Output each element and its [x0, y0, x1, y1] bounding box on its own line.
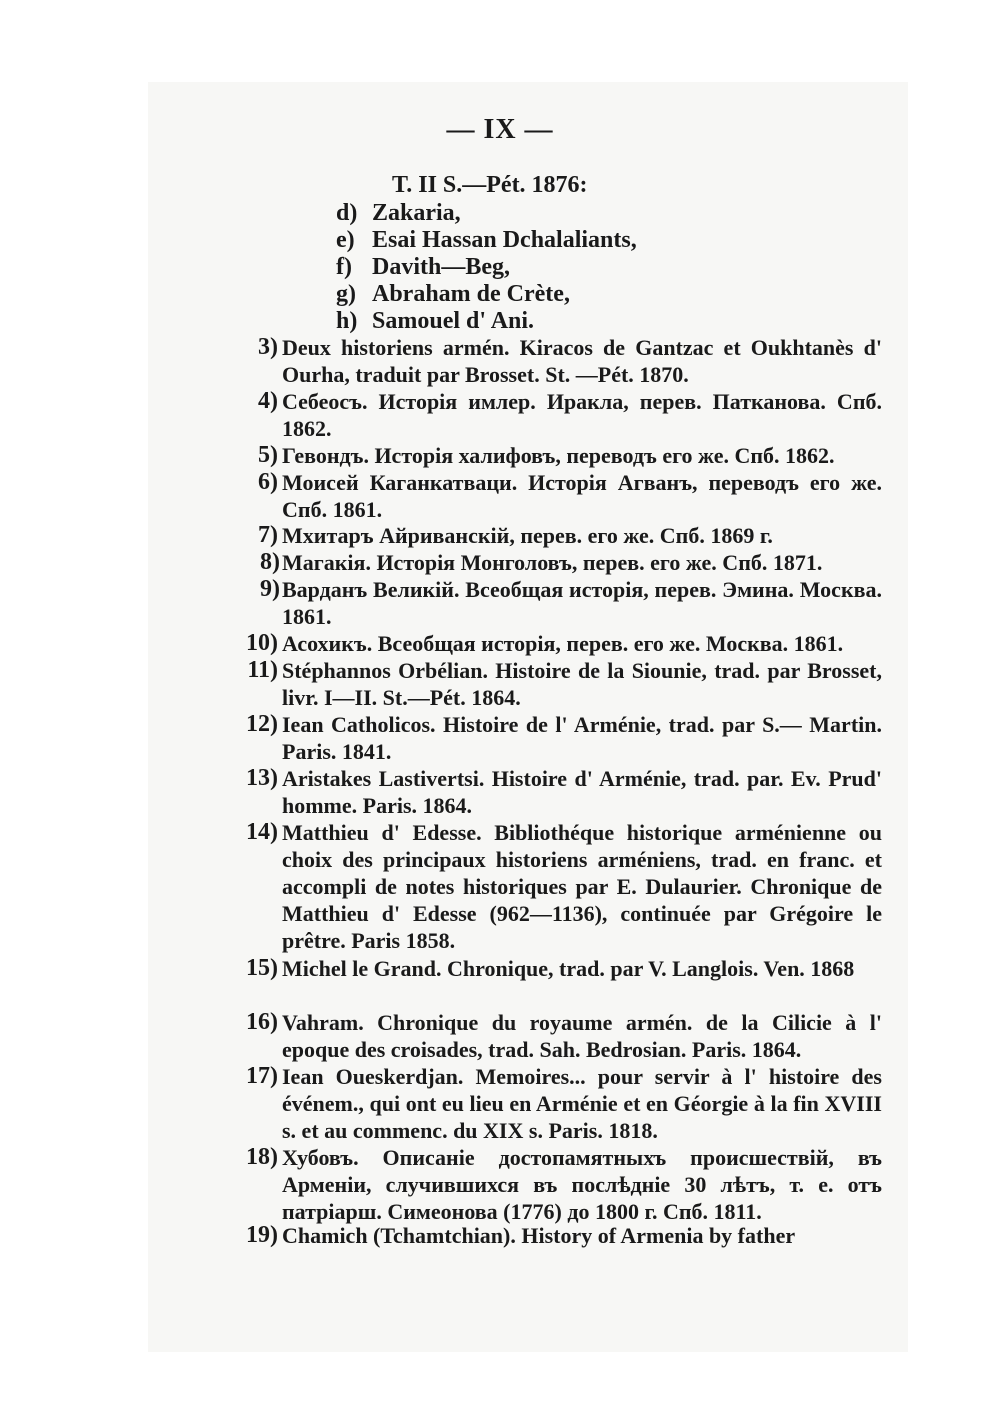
entry-number: 12) — [246, 711, 278, 737]
entry-number: 15) — [246, 955, 278, 981]
sub-item-marker: h) — [336, 308, 358, 334]
entry-text: Matthieu d' Edesse. Bibliothéque historique arménienne ou choix des principaux historiens arméniens, trad. en franc. et accompli de notes historiques par E. Dulaurier. Chronique de Matthieu d' Edesse (962—1136), continuée par Grégoire le prêtre. Paris 1858. — [282, 820, 882, 953]
entry-number: 7) — [258, 522, 278, 548]
entry-number: 9) — [260, 576, 280, 602]
entry-text: Магакія. Исторія Монголовъ, перев. его же. Спб. 1871. — [282, 550, 823, 575]
entry-text: Stéphannos Orbélian. Histoire de la Siounie, trad. par Brosset, livr. I—II. St.—Pét. 1864. — [282, 658, 882, 710]
entry-text: Michel le Grand. Chronique, trad. par V. Langlois. Ven. 1868 — [282, 956, 855, 981]
entry-text: Варданъ Великій. Всеобщая исторія, перев. Эмина. Москва. 1861. — [282, 577, 882, 629]
entry-number: 18) — [246, 1144, 278, 1170]
sub-item-text: Zakaria, — [372, 200, 461, 226]
entry-number: 3) — [258, 334, 278, 360]
sub-item-text: Esai Hassan Dchalaliants, — [372, 227, 637, 253]
entry-number: 14) — [246, 819, 278, 845]
entry-number: 10) — [246, 630, 278, 656]
sub-item-marker: g) — [336, 281, 356, 307]
entry-text: Гевондъ. Исторія халифовъ, переводъ его же. Спб. 1862. — [282, 443, 835, 468]
entry-number: 19) — [246, 1222, 278, 1248]
sub-item-marker: d) — [336, 200, 358, 226]
entry-number: 17) — [246, 1063, 278, 1089]
entry-number: 4) — [258, 388, 278, 414]
volume-subtitle: T. II S.—Pét. 1876: — [392, 172, 588, 198]
entry-text: Моисей Каганкатваци. Исторія Агванъ, переводъ его же. Спб. 1861. — [282, 470, 882, 522]
sub-item-text: Samouel d' Ani. — [372, 308, 535, 334]
entry-number: 13) — [246, 765, 278, 791]
entry-text: Хубовъ. Описаніе достопамятныхъ происшествій, въ Арменіи, случившихся въ послѣдніе 30 лѣтъ, т. е. отъ патріарш. Симеонова (1776) до 1800 г. Спб. 1811. — [282, 1145, 882, 1224]
entry-text: Chamich (Tchamtchian). History of Armenia by father — [282, 1223, 796, 1248]
entry-text: Vahram. Chronique du royaume armén. de la Cilicie à l' epoque des croisades, trad. Sah. Bedrosian. Paris. 1864. — [282, 1010, 882, 1062]
entry-number: 11) — [247, 657, 278, 683]
entry-text: Deux historiens armén. Kiracos de Gantzac et Oukhtanès d' Ourha, traduit par Brosset. St. —Pét. 1870. — [282, 335, 882, 387]
entry-text: Aristakes Lastivertsi. Histoire d' Arménie, trad. par. Ev. Prud' homme. Paris. 1864. — [282, 766, 882, 818]
sub-item-marker: e) — [336, 227, 355, 253]
entry-number: 5) — [258, 442, 278, 468]
entry-text: Iean Catholicos. Histoire de l' Arménie, trad. par S.— Martin. Paris. 1841. — [282, 712, 882, 764]
entry-number: 16) — [246, 1009, 278, 1035]
sub-item-text: Abraham de Crète, — [372, 281, 570, 307]
page-number-header: — IX — — [446, 114, 554, 145]
entry-text: Мхитаръ Айриванскій, перев. его же. Спб. 1869 г. — [282, 523, 773, 548]
entry-text: Асохикъ. Всеобщая исторія, перев. его же. Москва. 1861. — [282, 631, 844, 656]
entry-text: Iean Oueskerdjan. Memoires... pour servir à l' histoire des événem., qui ont eu lieu en Arménie et en Géorgie à la fin XVIII s. et au commenc. du XIX s. Paris. 1818. — [282, 1064, 882, 1143]
entry-number: 6) — [258, 469, 278, 495]
sub-item-marker: f) — [336, 254, 352, 280]
entry-number: 8) — [260, 549, 280, 575]
entry-text: Себеосъ. Исторія имлер. Иракла, перев. Патканова. Спб. 1862. — [282, 389, 882, 441]
sub-item-text: Davith—Beg, — [372, 254, 510, 280]
